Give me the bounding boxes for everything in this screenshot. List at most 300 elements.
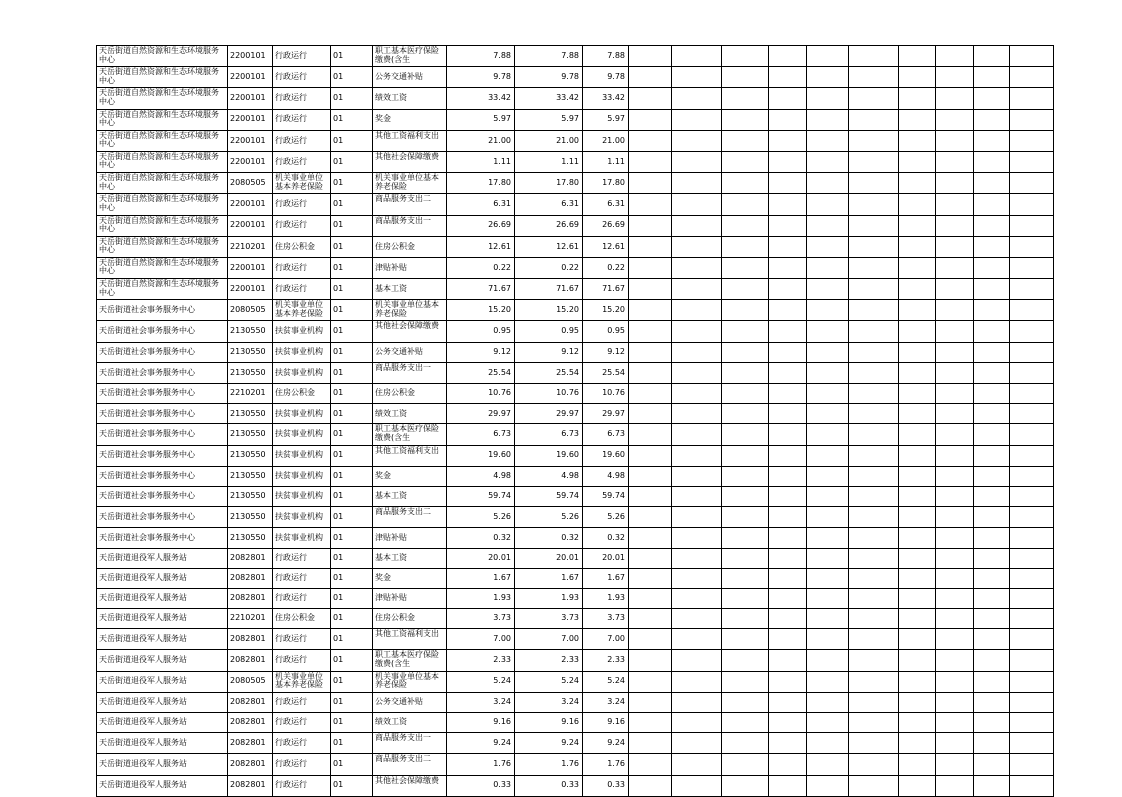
empty-cell: [807, 713, 849, 733]
type-cell: 01: [331, 507, 373, 528]
function-cell: 扶贫事业机构: [273, 424, 331, 445]
value-cell: 15.20: [447, 300, 515, 321]
item-cell: 住房公积金: [373, 609, 447, 629]
empty-cell: [936, 650, 974, 671]
item-cell: 职工基本医疗保险缴费(含生: [373, 650, 447, 671]
unit-cell: 天岳街道自然资源和生态环境服务中心: [97, 67, 228, 88]
empty-cell: [629, 404, 672, 424]
empty-cell: [807, 194, 849, 215]
empty-cell: [974, 486, 1010, 506]
empty-cell: [1010, 548, 1054, 568]
empty-cell: [936, 130, 974, 151]
empty-cell: [936, 300, 974, 321]
item-cell: 商品服务支出二: [373, 507, 447, 528]
value-cell: 6.73: [583, 424, 629, 445]
empty-cell: [849, 300, 899, 321]
empty-cell: [629, 568, 672, 588]
empty-cell: [629, 236, 672, 257]
type-cell: 01: [331, 733, 373, 754]
empty-cell: [974, 445, 1010, 466]
empty-cell: [936, 194, 974, 215]
value-cell: 4.98: [583, 466, 629, 486]
value-cell: 17.80: [447, 173, 515, 194]
table-row: [97, 775, 1054, 796]
empty-cell: [974, 130, 1010, 151]
empty-cell: [807, 424, 849, 445]
code-cell: 2210201: [228, 609, 273, 629]
code-cell: 2080505: [228, 173, 273, 194]
empty-cell: [629, 548, 672, 568]
empty-cell: [769, 173, 807, 194]
empty-cell: [722, 300, 769, 321]
value-cell: 6.31: [583, 194, 629, 215]
item-cell: 住房公积金: [373, 236, 447, 257]
function-cell: 扶贫事业机构: [273, 466, 331, 486]
empty-cell: [769, 384, 807, 404]
empty-cell: [807, 486, 849, 506]
function-cell: 行政运行: [273, 109, 331, 130]
empty-cell: [849, 46, 899, 67]
type-cell: 01: [331, 109, 373, 130]
empty-cell: [1010, 629, 1054, 650]
value-cell: 9.78: [447, 67, 515, 88]
empty-cell: [672, 424, 722, 445]
value-cell: 9.12: [515, 342, 583, 362]
empty-cell: [722, 109, 769, 130]
value-cell: 1.11: [447, 151, 515, 172]
unit-cell: 天岳街道自然资源和生态环境服务中心: [97, 215, 228, 236]
empty-cell: [672, 507, 722, 528]
empty-cell: [629, 588, 672, 608]
item-cell: 其他社会保障缴费: [373, 151, 447, 172]
unit-cell: 天岳街道社会事务服务中心: [97, 342, 228, 362]
empty-cell: [974, 321, 1010, 342]
empty-cell: [629, 692, 672, 712]
table-row: [97, 342, 1054, 362]
table-row: [97, 88, 1054, 109]
empty-cell: [769, 321, 807, 342]
code-cell: 2080505: [228, 671, 273, 692]
code-cell: 2200101: [228, 67, 273, 88]
empty-cell: [807, 321, 849, 342]
empty-cell: [722, 588, 769, 608]
type-cell: 01: [331, 279, 373, 300]
empty-cell: [849, 445, 899, 466]
empty-cell: [807, 342, 849, 362]
value-cell: 7.00: [515, 629, 583, 650]
empty-cell: [849, 609, 899, 629]
empty-cell: [899, 194, 936, 215]
function-cell: 机关事业单位基本养老保险: [273, 671, 331, 692]
code-cell: 2130550: [228, 486, 273, 506]
empty-cell: [936, 257, 974, 278]
unit-cell: 天岳街道社会事务服务中心: [97, 528, 228, 548]
value-cell: 20.01: [515, 548, 583, 568]
value-cell: 1.11: [583, 151, 629, 172]
code-cell: 2082801: [228, 568, 273, 588]
function-cell: 行政运行: [273, 67, 331, 88]
unit-cell: 天岳街道自然资源和生态环境服务中心: [97, 257, 228, 278]
empty-cell: [769, 775, 807, 796]
function-cell: 行政运行: [273, 588, 331, 608]
item-cell: 商品服务支出一: [373, 215, 447, 236]
empty-cell: [974, 151, 1010, 172]
empty-cell: [722, 173, 769, 194]
empty-cell: [849, 173, 899, 194]
empty-cell: [672, 775, 722, 796]
empty-cell: [807, 130, 849, 151]
value-cell: 5.26: [515, 507, 583, 528]
empty-cell: [629, 321, 672, 342]
value-cell: 3.73: [583, 609, 629, 629]
empty-cell: [849, 671, 899, 692]
empty-cell: [807, 754, 849, 775]
value-cell: 15.20: [515, 300, 583, 321]
empty-cell: [722, 507, 769, 528]
value-cell: 9.12: [583, 342, 629, 362]
empty-cell: [974, 300, 1010, 321]
empty-cell: [1010, 279, 1054, 300]
empty-cell: [629, 362, 672, 383]
table-row: [97, 362, 1054, 383]
value-cell: 6.31: [515, 194, 583, 215]
empty-cell: [722, 67, 769, 88]
function-cell: 扶贫事业机构: [273, 507, 331, 528]
function-cell: 住房公积金: [273, 236, 331, 257]
value-cell: 6.73: [447, 424, 515, 445]
value-cell: 59.74: [447, 486, 515, 506]
empty-cell: [974, 236, 1010, 257]
empty-cell: [936, 424, 974, 445]
empty-cell: [807, 362, 849, 383]
item-cell: 奖金: [373, 568, 447, 588]
code-cell: 2130550: [228, 528, 273, 548]
empty-cell: [1010, 362, 1054, 383]
unit-cell: 天岳街道自然资源和生态环境服务中心: [97, 130, 228, 151]
empty-cell: [769, 754, 807, 775]
code-cell: 2200101: [228, 130, 273, 151]
empty-cell: [1010, 404, 1054, 424]
empty-cell: [849, 754, 899, 775]
empty-cell: [1010, 88, 1054, 109]
item-cell: 住房公积金: [373, 384, 447, 404]
empty-cell: [769, 257, 807, 278]
unit-cell: 天岳街道退役军人服务站: [97, 671, 228, 692]
empty-cell: [672, 46, 722, 67]
value-cell: 1.76: [583, 754, 629, 775]
empty-cell: [974, 362, 1010, 383]
empty-cell: [1010, 671, 1054, 692]
empty-cell: [769, 445, 807, 466]
empty-cell: [722, 46, 769, 67]
empty-cell: [899, 67, 936, 88]
value-cell: 9.78: [515, 67, 583, 88]
value-cell: 0.95: [515, 321, 583, 342]
type-cell: 01: [331, 692, 373, 712]
table-row: [97, 130, 1054, 151]
value-cell: 5.24: [515, 671, 583, 692]
empty-cell: [672, 300, 722, 321]
unit-cell: 天岳街道社会事务服务中心: [97, 404, 228, 424]
empty-cell: [722, 88, 769, 109]
empty-cell: [849, 194, 899, 215]
empty-cell: [629, 300, 672, 321]
empty-cell: [936, 486, 974, 506]
empty-cell: [807, 109, 849, 130]
empty-cell: [849, 404, 899, 424]
function-cell: 行政运行: [273, 733, 331, 754]
empty-cell: [1010, 257, 1054, 278]
type-cell: 01: [331, 257, 373, 278]
type-cell: 01: [331, 384, 373, 404]
item-cell: 其他社会保障缴费: [373, 321, 447, 342]
value-cell: 0.95: [583, 321, 629, 342]
table-row: [97, 151, 1054, 172]
code-cell: 2082801: [228, 754, 273, 775]
empty-cell: [722, 671, 769, 692]
empty-cell: [936, 692, 974, 712]
empty-cell: [769, 46, 807, 67]
code-cell: 2080505: [228, 300, 273, 321]
empty-cell: [769, 733, 807, 754]
empty-cell: [899, 588, 936, 608]
empty-cell: [899, 88, 936, 109]
empty-cell: [974, 588, 1010, 608]
empty-cell: [899, 568, 936, 588]
value-cell: 33.42: [447, 88, 515, 109]
value-cell: 15.20: [583, 300, 629, 321]
empty-cell: [849, 215, 899, 236]
empty-cell: [849, 568, 899, 588]
empty-cell: [849, 486, 899, 506]
empty-cell: [1010, 342, 1054, 362]
empty-cell: [629, 194, 672, 215]
value-cell: 5.97: [583, 109, 629, 130]
value-cell: 5.26: [583, 507, 629, 528]
empty-cell: [899, 629, 936, 650]
unit-cell: 天岳街道自然资源和生态环境服务中心: [97, 194, 228, 215]
type-cell: 01: [331, 713, 373, 733]
empty-cell: [629, 445, 672, 466]
unit-cell: 天岳街道退役军人服务站: [97, 713, 228, 733]
empty-cell: [974, 713, 1010, 733]
empty-cell: [899, 279, 936, 300]
table-row: [97, 173, 1054, 194]
table-row: [97, 713, 1054, 733]
value-cell: 3.24: [447, 692, 515, 712]
empty-cell: [769, 279, 807, 300]
empty-cell: [936, 109, 974, 130]
empty-cell: [629, 486, 672, 506]
empty-cell: [936, 466, 974, 486]
empty-cell: [722, 424, 769, 445]
table-row: [97, 568, 1054, 588]
unit-cell: 天岳街道社会事务服务中心: [97, 321, 228, 342]
item-cell: 商品服务支出一: [373, 733, 447, 754]
item-cell: 基本工资: [373, 548, 447, 568]
empty-cell: [722, 362, 769, 383]
empty-cell: [936, 671, 974, 692]
item-cell: 商品服务支出二: [373, 194, 447, 215]
unit-cell: 天岳街道自然资源和生态环境服务中心: [97, 109, 228, 130]
value-cell: 33.42: [583, 88, 629, 109]
value-cell: 25.54: [583, 362, 629, 383]
empty-cell: [629, 151, 672, 172]
empty-cell: [974, 609, 1010, 629]
empty-cell: [807, 257, 849, 278]
empty-cell: [722, 151, 769, 172]
item-cell: 职工基本医疗保险缴费(含生: [373, 424, 447, 445]
type-cell: 01: [331, 215, 373, 236]
type-cell: 01: [331, 88, 373, 109]
empty-cell: [974, 257, 1010, 278]
value-cell: 9.12: [447, 342, 515, 362]
empty-cell: [629, 609, 672, 629]
empty-cell: [722, 342, 769, 362]
empty-cell: [936, 528, 974, 548]
table-row: [97, 507, 1054, 528]
function-cell: 行政运行: [273, 151, 331, 172]
empty-cell: [722, 486, 769, 506]
empty-cell: [769, 67, 807, 88]
empty-cell: [672, 588, 722, 608]
empty-cell: [807, 775, 849, 796]
code-cell: 2082801: [228, 713, 273, 733]
empty-cell: [629, 424, 672, 445]
empty-cell: [807, 528, 849, 548]
empty-cell: [974, 194, 1010, 215]
code-cell: 2130550: [228, 362, 273, 383]
type-cell: 01: [331, 466, 373, 486]
function-cell: 扶贫事业机构: [273, 342, 331, 362]
empty-cell: [722, 445, 769, 466]
empty-cell: [722, 321, 769, 342]
empty-cell: [769, 362, 807, 383]
empty-cell: [722, 466, 769, 486]
table-row: [97, 486, 1054, 506]
empty-cell: [722, 609, 769, 629]
budget-table: [96, 45, 1054, 797]
value-cell: 1.93: [515, 588, 583, 608]
item-cell: 商品服务支出一: [373, 362, 447, 383]
value-cell: 1.76: [515, 754, 583, 775]
empty-cell: [899, 445, 936, 466]
empty-cell: [672, 173, 722, 194]
empty-cell: [807, 671, 849, 692]
empty-cell: [849, 67, 899, 88]
item-cell: 津贴补贴: [373, 588, 447, 608]
value-cell: 29.97: [583, 404, 629, 424]
empty-cell: [899, 151, 936, 172]
empty-cell: [974, 466, 1010, 486]
unit-cell: 天岳街道退役军人服务站: [97, 629, 228, 650]
empty-cell: [974, 775, 1010, 796]
item-cell: 公务交通补贴: [373, 67, 447, 88]
unit-cell: 天岳街道社会事务服务中心: [97, 486, 228, 506]
empty-cell: [629, 257, 672, 278]
empty-cell: [769, 568, 807, 588]
type-cell: 01: [331, 173, 373, 194]
empty-cell: [629, 507, 672, 528]
empty-cell: [849, 362, 899, 383]
item-cell: 奖金: [373, 466, 447, 486]
value-cell: 3.24: [515, 692, 583, 712]
empty-cell: [936, 151, 974, 172]
empty-cell: [672, 713, 722, 733]
empty-cell: [1010, 507, 1054, 528]
empty-cell: [629, 130, 672, 151]
value-cell: 3.73: [515, 609, 583, 629]
empty-cell: [672, 445, 722, 466]
item-cell: 基本工资: [373, 486, 447, 506]
empty-cell: [1010, 754, 1054, 775]
empty-cell: [672, 548, 722, 568]
empty-cell: [629, 754, 672, 775]
empty-cell: [672, 194, 722, 215]
value-cell: 10.76: [447, 384, 515, 404]
unit-cell: 天岳街道退役军人服务站: [97, 588, 228, 608]
empty-cell: [899, 46, 936, 67]
empty-cell: [974, 424, 1010, 445]
value-cell: 9.16: [583, 713, 629, 733]
empty-cell: [769, 548, 807, 568]
empty-cell: [1010, 775, 1054, 796]
value-cell: 59.74: [515, 486, 583, 506]
empty-cell: [629, 46, 672, 67]
empty-cell: [849, 109, 899, 130]
value-cell: 1.76: [447, 754, 515, 775]
empty-cell: [936, 588, 974, 608]
empty-cell: [1010, 445, 1054, 466]
empty-cell: [936, 733, 974, 754]
table-row: [97, 754, 1054, 775]
value-cell: 59.74: [583, 486, 629, 506]
function-cell: 行政运行: [273, 88, 331, 109]
empty-cell: [807, 692, 849, 712]
empty-cell: [849, 775, 899, 796]
empty-cell: [629, 713, 672, 733]
value-cell: 5.97: [515, 109, 583, 130]
empty-cell: [769, 466, 807, 486]
empty-cell: [936, 88, 974, 109]
unit-cell: 天岳街道自然资源和生态环境服务中心: [97, 236, 228, 257]
empty-cell: [629, 775, 672, 796]
type-cell: 01: [331, 629, 373, 650]
unit-cell: 天岳街道退役军人服务站: [97, 775, 228, 796]
empty-cell: [899, 548, 936, 568]
code-cell: 2200101: [228, 194, 273, 215]
type-cell: 01: [331, 404, 373, 424]
item-cell: 绩效工资: [373, 713, 447, 733]
empty-cell: [899, 486, 936, 506]
empty-cell: [1010, 384, 1054, 404]
empty-cell: [1010, 215, 1054, 236]
empty-cell: [672, 466, 722, 486]
empty-cell: [807, 300, 849, 321]
empty-cell: [672, 321, 722, 342]
empty-cell: [849, 650, 899, 671]
empty-cell: [974, 67, 1010, 88]
empty-cell: [849, 548, 899, 568]
empty-cell: [899, 300, 936, 321]
value-cell: 19.60: [515, 445, 583, 466]
empty-cell: [849, 466, 899, 486]
type-cell: 01: [331, 424, 373, 445]
empty-cell: [849, 692, 899, 712]
empty-cell: [936, 236, 974, 257]
empty-cell: [974, 629, 1010, 650]
empty-cell: [629, 384, 672, 404]
